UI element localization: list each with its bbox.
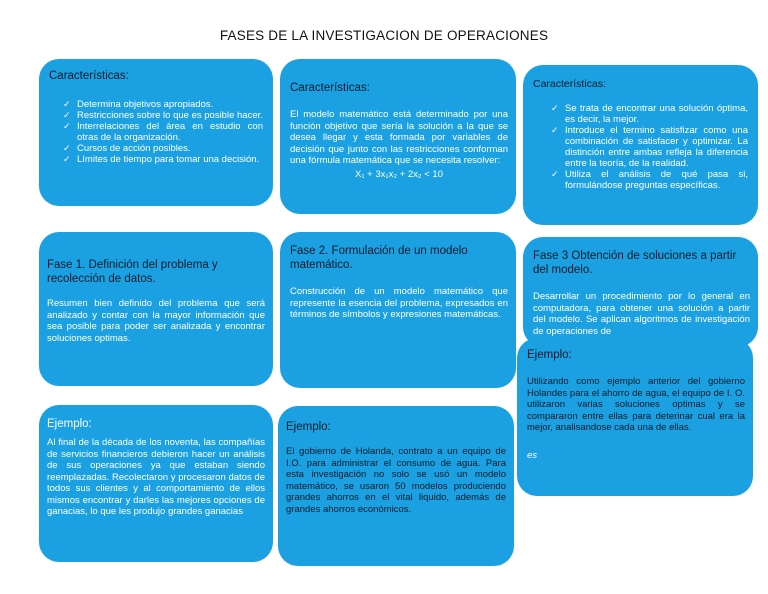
box-heading: Fase 3 Obtención de soluciones a partir del modelo. [533, 250, 737, 276]
fase-1-box [39, 232, 273, 386]
box-body: El modelo matemático está determinado por una función objetivo que sería la solución a la que se desea llegar y esta formada por variables de decisión que junto con las restricciones conforman una fórmula matemática que se necesita resolver: [290, 109, 508, 166]
box-body: Construcción de un modelo matemático que represente la esencia del problema, expresados en términos de símbolos y expresiones matemáticas. [290, 286, 508, 320]
box-heading: Ejemplo: [47, 418, 92, 430]
checkmark-icon: ✓ [63, 121, 71, 131]
box-heading: Fase 1. Definición del problema y recolección de datos. [47, 259, 218, 285]
caracteristicas-box-1 [39, 59, 273, 206]
ejemplo-box-1 [39, 405, 273, 562]
list-item: ✓ Introduce el termino satisfizar como una combinación de satisfacer y optimizar. La distinción entre ambas refleja la diferencia entre la teoría, de la realidad. [551, 125, 748, 169]
checkmark-icon: ✓ [63, 154, 71, 164]
box-heading: Ejemplo: [527, 349, 572, 361]
checkmark-icon: ✓ [551, 103, 559, 113]
fase-2-box [280, 232, 516, 388]
checkmark-icon: ✓ [63, 143, 71, 153]
box-heading: Fase 2. Formulación de un modelo matemático. [290, 245, 468, 271]
checkmark-icon: ✓ [63, 110, 71, 120]
box-body: El gobierno de Holanda, contrato a un equipo de I.O. para administrar el consumo de agua. Para esta investigación no solo se usó un modelo matemático, se usaron 50 modelos produciendo grandes ahorros en el vital liquido, además de grandes ahorros económicos. [286, 446, 506, 515]
box-body: Resumen bien definido del problema que será analizado y contar con la mayor información que sea posible para poder ser analizada y encontrar soluciones optimas. [47, 298, 265, 344]
box-body: Desarrollar un procedimiento por lo general en computadora, para obtener una solución a partir del modelo. Se aplican algoritmos de investigación de operaciones de [533, 291, 750, 337]
formula: X₁ + 3x₁x₂ + 2x₂ < 10 [355, 168, 443, 180]
fase-3-box [523, 237, 758, 347]
list-item: ✓ Se trata de encontrar una solución óptima, es decir, la mejor. [551, 103, 748, 125]
list-item: ✓ Interrelaciones del área en estudio con otras de la organización. [63, 121, 263, 143]
characteristics-list [49, 99, 263, 165]
extra-text: es [527, 449, 538, 461]
list-item: ✓ Determina objetivos apropiados. [63, 99, 214, 110]
ejemplo-box-3 [517, 338, 753, 496]
box-heading: Características: [290, 82, 370, 94]
characteristics-list [533, 103, 748, 191]
list-item: ✓ Límites de tiempo para tomar una decisión. [63, 154, 260, 165]
list-item: ✓ Restricciones sobre lo que es posible hacer. [63, 110, 263, 121]
box-body: Utilizando como ejemplo anterior del gobierno Holandes para el ahorro de agua, el equipo de I. O. utilizaron varias soluciones optimas y se compararon entre ellas para deterinar cual era la mejor, analisandose cada una de ellas. [527, 376, 745, 433]
caracteristicas-box-2 [280, 59, 516, 214]
box-heading: Características: [49, 70, 129, 82]
checkmark-icon: ✓ [551, 169, 559, 179]
page-title: FASES DE LA INVESTIGACION DE OPERACIONES [219, 28, 549, 43]
list-item: ✓ Utiliza el análisis de qué pasa si, formulándose preguntas específicas. [551, 169, 748, 191]
box-heading: Características: [533, 78, 606, 90]
ejemplo-box-2 [278, 406, 514, 566]
box-heading: Ejemplo: [286, 421, 331, 433]
checkmark-icon: ✓ [63, 99, 71, 109]
list-item: ✓ Cursos de acción posibles. [63, 143, 191, 154]
checkmark-icon: ✓ [551, 125, 559, 135]
caracteristicas-box-3 [523, 65, 758, 225]
box-body: Al final de la década de los noventa, las compañías de servicios financieros debieron hacer un análisis de sus operaciones ya que estaban siendo reemplazadas. Recolectaron y procesaron datos de todos sus clientes y al comportamiento de ellos mismos encontrar y darles las mejores opciones de ganacias, lo que les produjo grandes ganacias [47, 437, 265, 517]
